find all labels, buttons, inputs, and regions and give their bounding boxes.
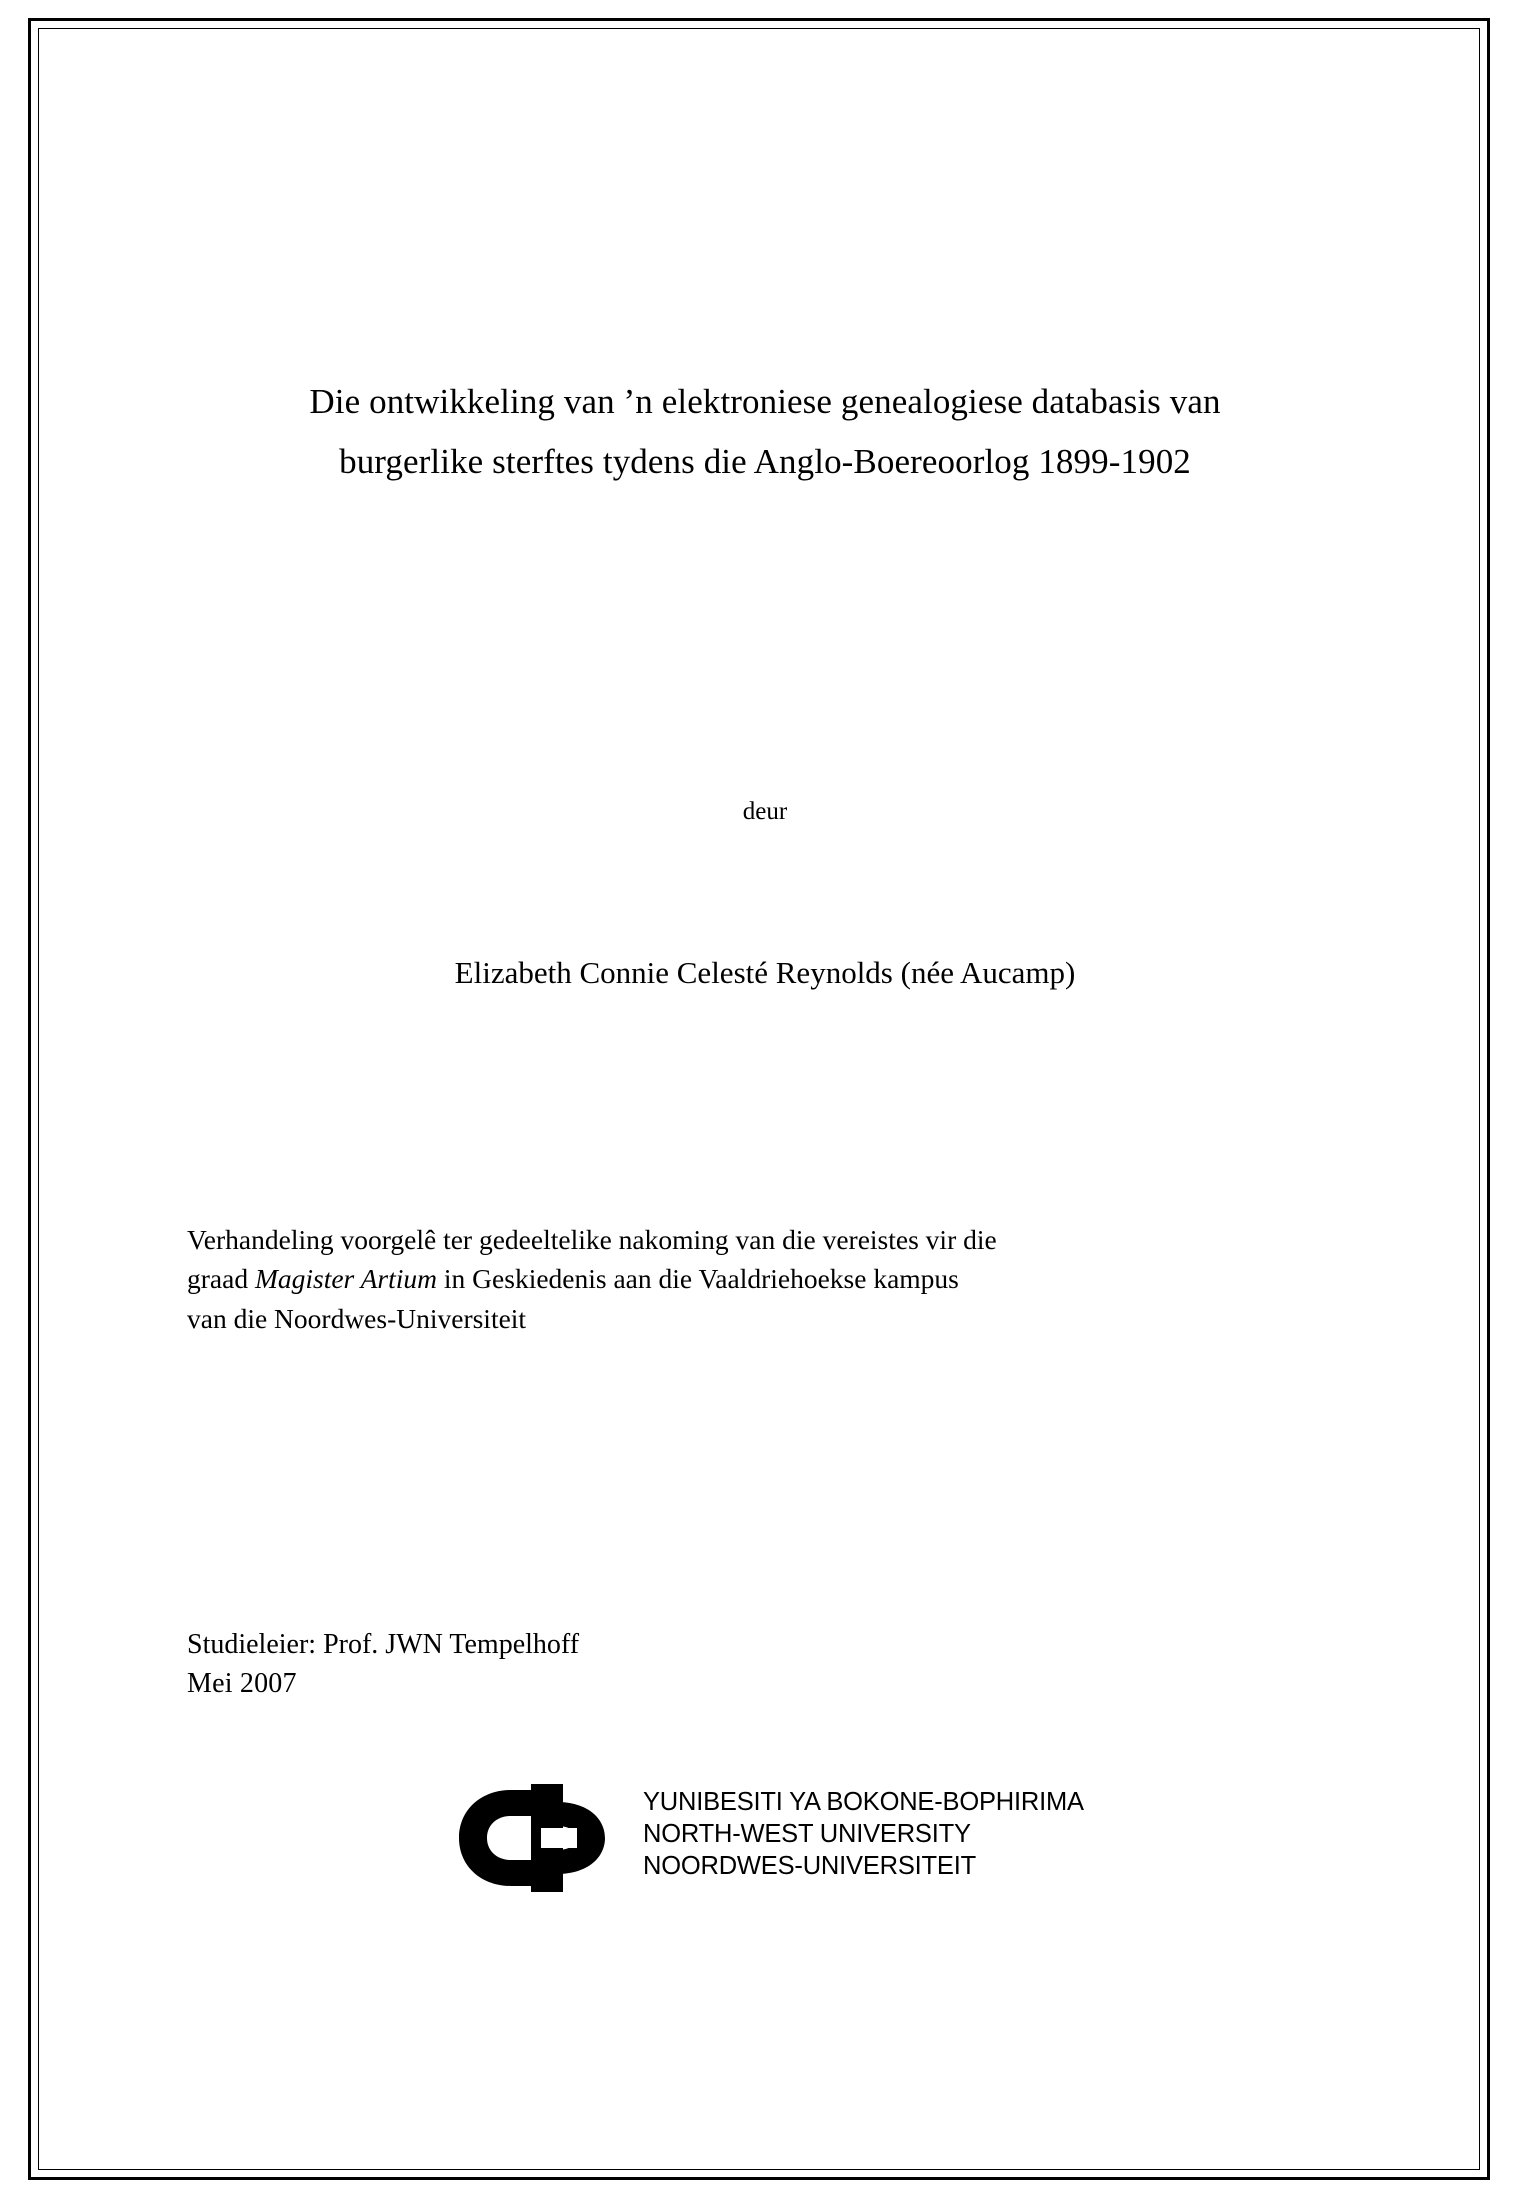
supervisor-block [187, 1625, 1087, 1703]
page-title [185, 372, 1345, 492]
degree-statement-line-3: van die Noordwes-Universiteit [187, 1302, 527, 1334]
logo-text-line-3: NOORDWES-UNIVERSITEIT [643, 1852, 976, 1881]
degree-statement-line-1: Verhandeling voorgelê ter gedeeltelike nakoming van die vereistes vir die [187, 1224, 997, 1255]
university-logo-block [453, 1782, 1153, 1902]
degree-statement [187, 1220, 1343, 1338]
north-west-university-logo-icon [453, 1784, 631, 1892]
degree-statement-line-2-suffix: in Geskiedenis aan die Vaaldriehoekse kampus [437, 1263, 959, 1295]
logo-text-line-1: YUNIBESITI YA BOKONE-BOPHIRIMA [643, 1788, 1084, 1816]
degree-name: Magister Artium [254, 1263, 438, 1295]
title-line-1: Die ontwikkeling van ’n elektroniese genealogiese databasis van [309, 382, 1221, 421]
title-line-2: burgerlike sterftes tydens die Anglo-Boereoorlog 1899-1902 [339, 442, 1191, 482]
degree-statement-line-2 [187, 1259, 1343, 1298]
author-name: Elizabeth Connie Celesté Reynolds (née Aucamp) [454, 955, 1076, 990]
degree-statement-line-2-prefix: graad [187, 1263, 255, 1295]
title-page-content [185, 0, 1345, 2206]
submission-date: Mei 2007 [187, 1668, 297, 1700]
supervisor-name: Studieleier: Prof. JWN Tempelhoff [187, 1629, 580, 1660]
by-label: deur [742, 798, 788, 825]
university-logo-text [643, 1786, 1084, 1882]
logo-text-line-2: NORTH-WEST UNIVERSITY [643, 1820, 971, 1849]
